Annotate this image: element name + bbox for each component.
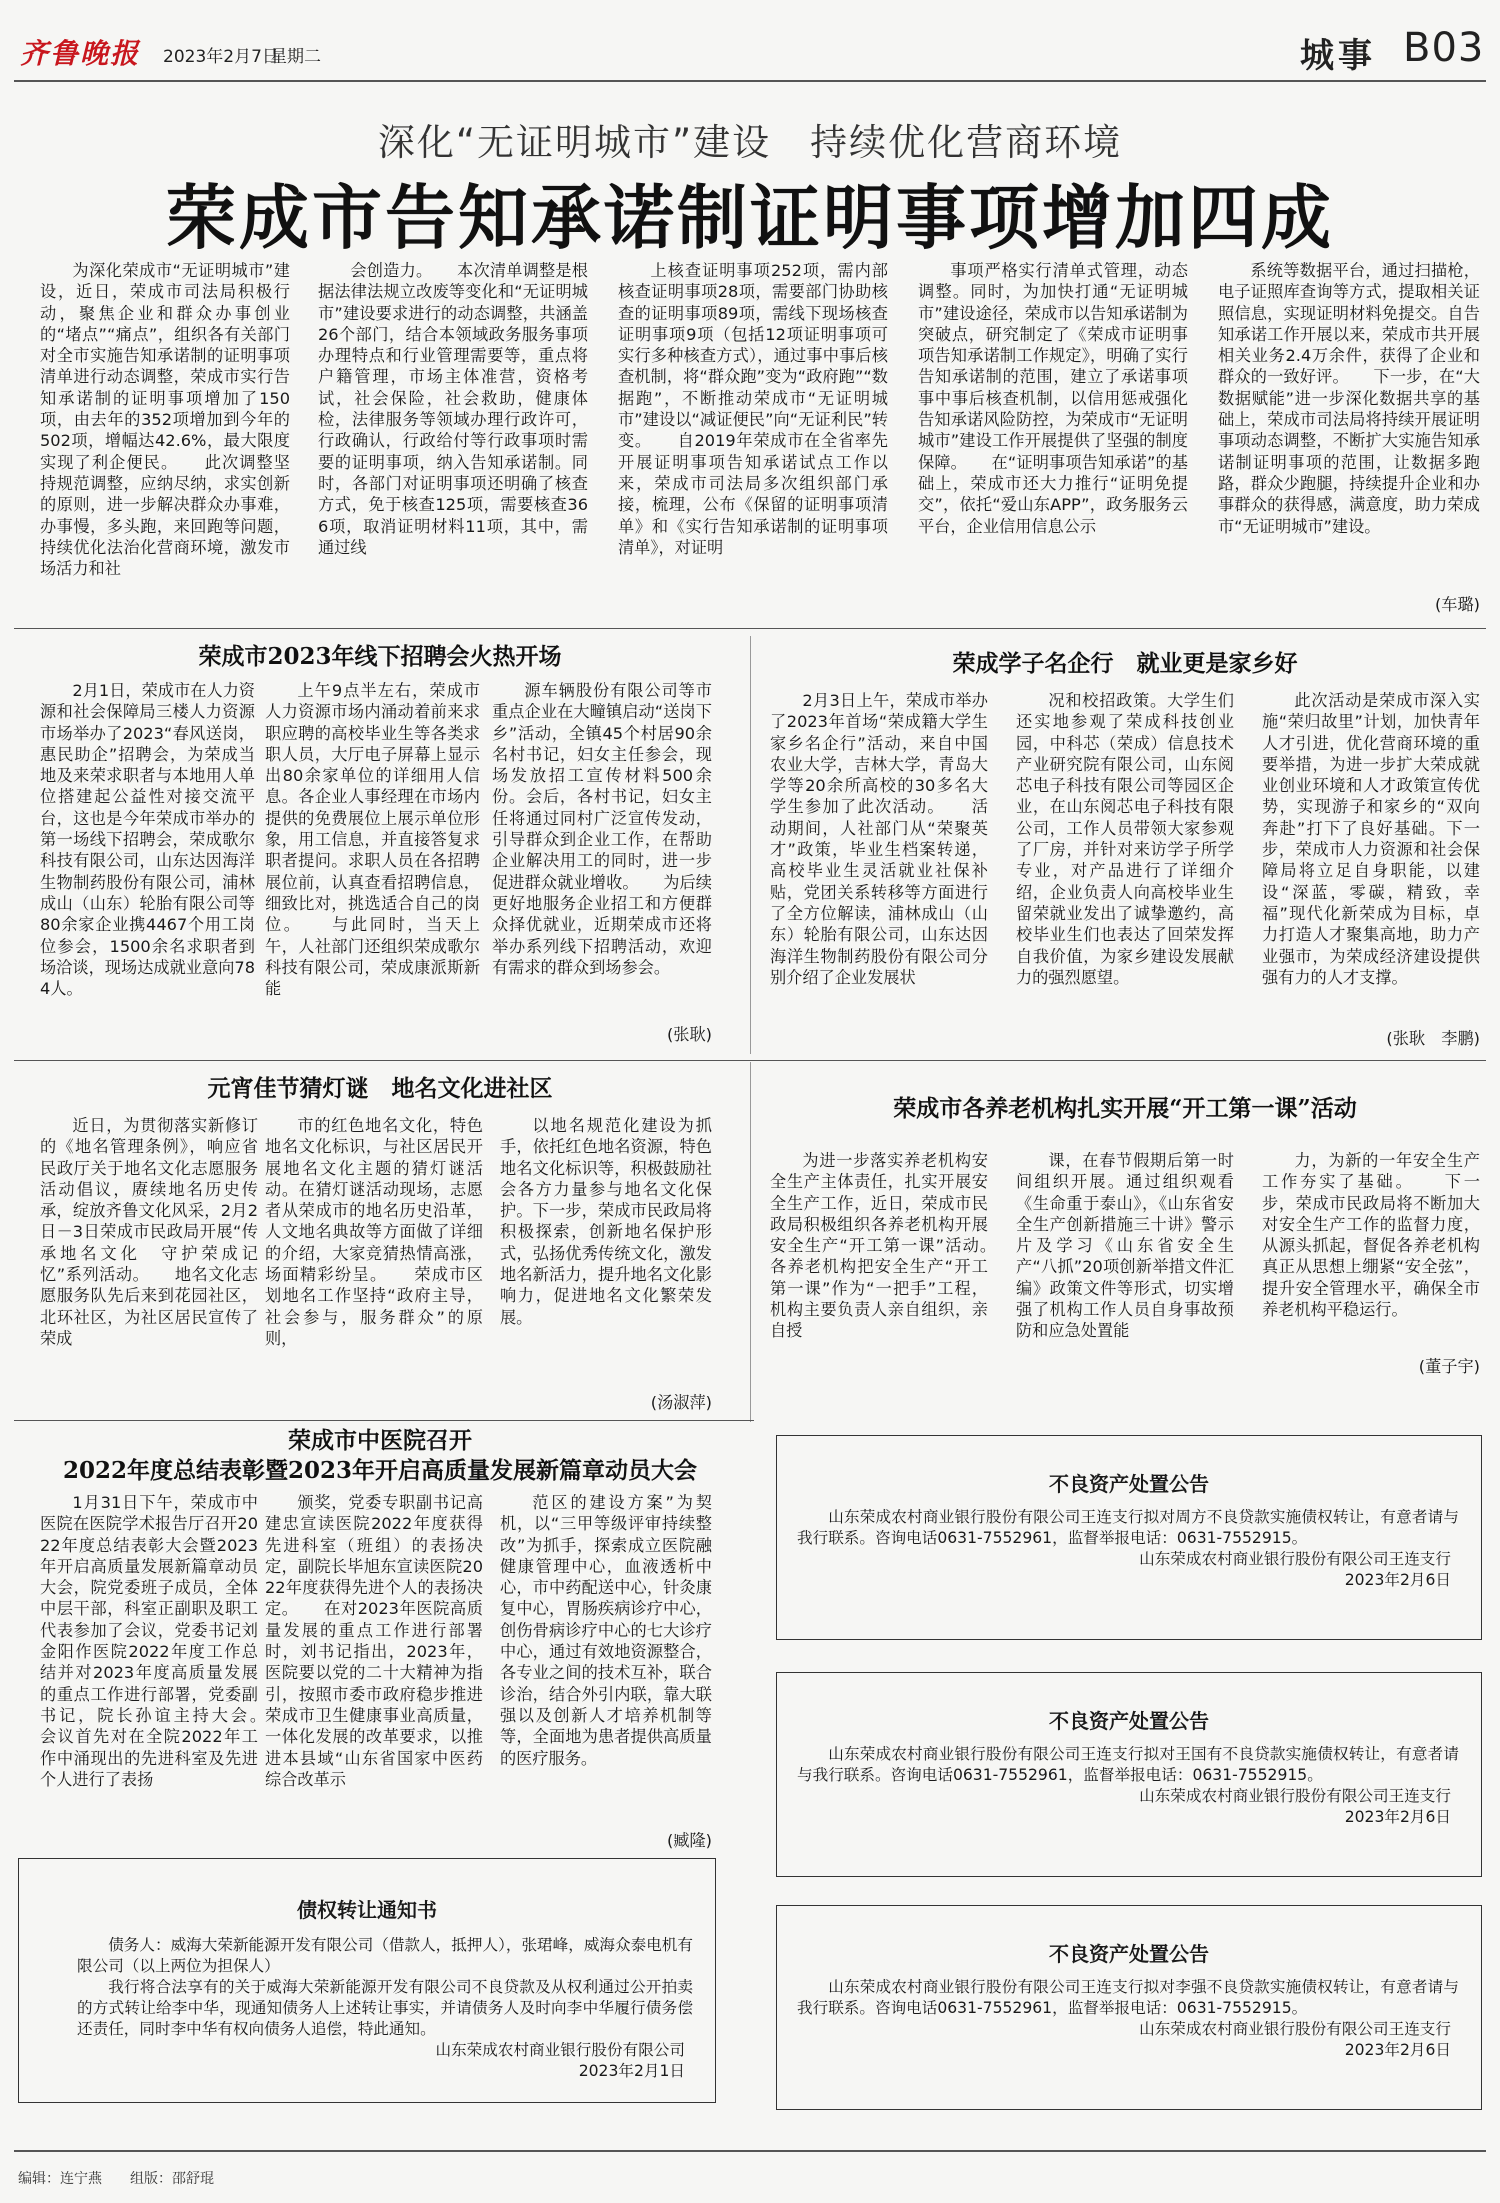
- elderly-column-2: 课，在春节假期后第一时间组织开展。通过组织观看《生命重于泰山》，《山东省安全生产创新措施三十讲》警示片及学习《山东省安全生产“八抓”20项创新举措文件汇编》政策文件等形式，切实增强了机构工作人员自身事故预防和应急处置能: [1016, 1151, 1234, 1341]
- notice-1-body: 山东荣成农村商业银行股份有限公司王连支行拟对周方不良贷款实施债权转让，有意者请与我行联系。咨询电话0631-7552961，监督举报电话：0631-7552915。: [797, 1508, 1459, 1547]
- issue-date: 2023年2月7日: [163, 47, 279, 67]
- job-fair-column-3: 源车辆股份有限公司等市重点企业在大疃镇启动“送岗下乡”活动，全镇45个村居90余名村书记，妇女主任参会，现场发放招工宣传材料500余份。会后，各村书记，妇女主任将通过同村广泛宣传发动，引导群众到企业工作，在帮助企业解决用工的同时，进一步促进群众就业增收。 为后续更好地服务企业招工和方便群众择优就业，近期荣成市还将举办系列线下招聘活动，欢迎有需求的群众到场参会。: [492, 681, 712, 977]
- section-name: 城事: [1300, 36, 1376, 76]
- lead-subtitle: 深化“无证明城市”建设 持续优化营商环境: [377, 121, 1123, 164]
- mid-rule-1: [14, 1060, 1486, 1061]
- hospital-column-3: 范区的建设方案”为契机，以“三甲等级评审持续整改”为抓手，探索成立医院融健康管理中心，血液透析中心，市中药配送中心，针灸康复中心，胃肠疾病诊疗中心，创伤骨病诊疗中心的七大诊疗中心，通过有效地资源整合，各专业之间的技术互补，联合诊治，结合外引内联，靠大联强以及创新人才培养机制等等，全面地为患者提供高质量的医疗服务。: [500, 1493, 712, 1768]
- debt-transfer-notice: [18, 1858, 716, 2103]
- job-fair-column-1: 2月1日，荣成市在人力资源和社会保障局三楼人力资源市场举办了2023“春风送岗，惠民助企”招聘会，为荣成当地及来荣求职者与本地用人单位搭建起公益性对接交流平台，这也是今年荣成市举办的第一场线下招聘会，荣成歌尔科技有限公司，山东达因海洋生物制药股份有限公司，浦林成山（山东）轮胎有限公司等80余家企业携4467个用工岗位参会，1500余名求职者到场洽谈，现场达成就业意向784人。: [40, 681, 255, 999]
- article-title-lantern: 元宵佳节猜灯谜 地名文化进社区: [207, 1075, 553, 1102]
- lead-column-5: 系统等数据平台，通过扫描枪，电子证照库查询等方式，提取相关证照信息，实现证明材料免提交。自告知承诺工作开展以来，荣成市共开展相关业务2.4万余件，获得了企业和群众的一致好评。 下一步，在“大数据赋能”进一步深化数据共享的基础上，荣成市司法局将持续开展证明事项动态调整，不断扩大实施告知承诺制证明事项的范围，让数据多跑路，群众少跑腿，持续提升企业和办事群众的获得感，满意度，助力荣成市“无证明城市”建设。: [1218, 261, 1480, 536]
- article-title-elderly: 荣成市各养老机构扎实开展“开工第一课”活动: [893, 1095, 1357, 1122]
- debt-notice-date: 2023年2月1日: [578, 2062, 685, 2080]
- article-title-hospital-1: 荣成市中医院召开: [288, 1427, 472, 1454]
- notice-3-title: 不良资产处置公告: [1049, 1942, 1209, 1966]
- hospital-column-2: 颁奖，党委专职副书记高建忠宣读医院2022年度获得先进科室（班组）的表扬决定，副院长毕旭东宣读医院2022年度获得先进个人的表扬决定。 在对2023年医院高质量发展的重点工作进行部署时，刘书记指出，2023年，医院要以党的二十大精神为指引，按照市委市政府稳步推进荣成市卫生健康事业高质量，一体化发展的改革要求，以推进本县域“山东省国家中医药综合改革示: [265, 1493, 483, 1789]
- hospital-column-1: 1月31日下午，荣成市中医院在医院学术报告厅召开2022年度总结表彰大会暨2023年开启高质量发展新篇章动员大会，院党委班子成员，全体中层干部，科室正副职及职工代表参加了会议，党委书记刘金阳作医院2022年度工作总结并对2023年度高质量发展的重点工作进行部署，党委副书记，院长孙谊主持大会。 会议首先对在全院2022年工作中涌现出的先进科室及先进个人进行了表扬: [40, 1493, 258, 1789]
- elderly-column-3: 力，为新的一年安全生产工作夯实了基础。 下一步，荣成市民政局将不断加大对安全生产工作的监督力度，从源头抓起，督促各养老机构真正从思想上绷紧“安全弦”，提升安全管理水平，确保全市养老机构平稳运行。: [1262, 1151, 1480, 1320]
- bad-asset-notice-2: [776, 1672, 1482, 1877]
- lead-column-4: 事项严格实行清单式管理，动态调整。同时，为加快打通“无证明城市”建设途径，荣成市以告知承诺制为突破点，研究制定了《荣成市证明事项告知承诺制工作规定》，明确了实行告知承诺制的范围，建立了承诺事项事中事后核查机制，以信用惩戒强化告知承诺风险防控，为荣成市“无证明城市”建设工作开展提供了坚强的制度保障。 在“证明事项告知承诺”的基础上，荣成市还大力推行“证明免提交”，依托“爱山东APP”，政务服务云平台，企业信用信息公示: [918, 261, 1188, 536]
- lantern-column-1: 近日，为贯彻落实新修订的《地名管理条例》，响应省民政厅关于地名文化志愿服务活动倡议，赓续地名历史传承，绽放齐鲁文化风采，2月2日－3日荣成市民政局开展“传承地名文化 守护荣成记忆”系列活动。 地名文化志愿服务队先后来到花园社区，北环社区，为社区居民宣传了荣成: [40, 1116, 258, 1348]
- mid-rule-2: [14, 1420, 754, 1421]
- page-number: B03: [1403, 25, 1485, 71]
- debt-notice-signer: 山东荣成农村商业银行股份有限公司: [435, 2041, 685, 2059]
- notice-1-title: 不良资产处置公告: [1049, 1472, 1209, 1496]
- notice-3-date: 2023年2月6日: [1344, 2041, 1451, 2059]
- hospital-byline: (臧隆): [666, 1831, 712, 1850]
- article-title-job-fair: 荣成市2023年线下招聘会火热开场: [198, 643, 562, 670]
- newspaper-logo: 齐鲁晚报: [20, 37, 141, 70]
- notice-3-signer: 山东荣成农村商业银行股份有限公司王连支行: [1139, 2020, 1451, 2038]
- notice-1-signer: 山东荣成农村商业银行股份有限公司王连支行: [1139, 1550, 1451, 1568]
- footer-layout: 组版：邵舒琨: [130, 2171, 214, 2187]
- elderly-byline: (董子宇): [1418, 1357, 1480, 1376]
- lead-bottom-rule: [14, 628, 1486, 629]
- center-divider-top: [750, 636, 751, 1054]
- lead-headline: 荣成市告知承诺制证明事项增加四成: [166, 176, 1334, 259]
- lantern-byline: (汤淑萍): [650, 1393, 712, 1412]
- lead-column-1: 为深化荣成市“无证明城市”建设，近日，荣成市司法局积极行动，聚焦企业和群众办事创业的“堵点”“痛点”，组织各有关部门对全市实施告知承诺制的证明事项清单进行动态调整，荣成市实行告知承诺制的证明事项增加了150项，由去年的352项增加到今年的502项，增幅达42.6%，最大限度实现了利企便民。 此次调整坚持规范调整，应纳尽纳，求实创新的原则，进一步解决群众办事难，办事慢，多头跑，来回跑等问题，持续优化法治化营商环境，激发市场活力和社: [40, 261, 290, 579]
- masthead-rule: [14, 80, 1486, 82]
- bad-asset-notice-1: [776, 1435, 1482, 1640]
- students-byline: (张耿 李鹏): [1386, 1029, 1480, 1048]
- notice-1-date: 2023年2月6日: [1344, 1571, 1451, 1589]
- lead-column-3: 上核查证明事项252项，需内部核查证明事项28项，需要部门协助核查的证明事项89项，需线下现场核查证明事项9项（包括12项证明事项可实行多种核查方式），通过事中事后核查机制，将“群众跑”变为“政府跑”“数据跑”，不断推动荣成市“无证明城市”建设以“减证便民”向“无证利民”转变。 自2019年荣成市在全省率先开展证明事项告知承诺试点工作以来，荣成市司法局多次组织部门承接，梳理，公布《保留的证明事项清单》和《实行告知承诺制的证明事项清单》，对证明: [618, 261, 888, 557]
- notice-2-body: 山东荣成农村商业银行股份有限公司王连支行拟对王国有不良贷款实施债权转让，有意者请与我行联系。咨询电话0631-7552961，监督举报电话：0631-7552915。: [797, 1745, 1459, 1784]
- notice-2-signer: 山东荣成农村商业银行股份有限公司王连支行: [1139, 1787, 1451, 1805]
- lead-column-2: 会创造力。 本次清单调整是根据法律法规立改废等变化和“无证明城市”建设要求进行的动态调整，共涵盖26个部门，结合本领域政务服务事项办理特点和行业管理需要等，重点将户籍管理，市场主体准营，资格考试，社会保险，社会救助，健康体检，法律服务等领域办理行政许可，行政确认，行政给付等行政事项时需要的证明事项，纳入告知承诺制。同时，各部门对证明事项还明确了核查方式，免于核查125项，需要核查366项，取消证明材料11项，其中，需通过线: [318, 261, 588, 557]
- notice-2-date: 2023年2月6日: [1344, 1808, 1451, 1826]
- bad-asset-notice-3: [776, 1905, 1482, 2110]
- elderly-column-1: 为进一步落实养老机构安全生产主体责任，扎实开展安全生产工作，近日，荣成市民政局积极组织各养老机构开展安全生产“开工第一课”活动。 各养老机构把安全生产“开工第一课”作为“一把手”工程，机构主要负责人亲自组织，亲自授: [770, 1151, 988, 1341]
- article-title-hospital-2: 2022年度总结表彰暨2023年开启高质量发展新篇章动员大会: [62, 1457, 698, 1484]
- job-fair-byline: (张耿): [666, 1025, 712, 1044]
- footer-rule: [14, 2150, 1486, 2152]
- debt-notice-title: 债权转让通知书: [297, 1898, 437, 1922]
- job-fair-column-2: 上午9点半左右，荣成市人力资源市场内涌动着前来求职应聘的高校毕业生等各类求职人员，大厅电子屏幕上显示出80余家单位的详细用人信息。各企业人事经理在市场内提供的免费展位上展示单位形象，用工信息，并直接答复求职者提问。求职人员在各招聘展位前，认真查看招聘信息，细致比对，挑选适合自己的岗位。 与此同时，当天上午，人社部门还组织荣成歌尔科技有限公司，荣成康派斯新能: [265, 681, 480, 999]
- footer-editor: 编辑：连宁燕: [18, 2171, 102, 2187]
- lead-byline: (车璐): [1434, 595, 1480, 614]
- center-divider-mid: [750, 1062, 751, 1422]
- students-column-3: 此次活动是荣成市深入实施“荣归故里”计划，加快青年人才引进，优化营商环境的重要举措，为进一步扩大荣成就业创业环境和人才政策宣传优势，实现游子和家乡的“双向奔赴”打下了良好基础。下一步，荣成市人力资源和社会保障局将立足自身职能，以建设“深蓝，零碳，精致，幸福”现代化新荣成为目标，卓力打造人才聚集高地，助力产业强市，为荣成经济建设提供强有力的人才支撑。: [1262, 691, 1480, 987]
- lantern-column-2: 市的红色地名文化，特色地名文化标识，与社区居民开展地名文化主题的猜灯谜活动。在猜灯谜活动现场，志愿者从荣成市的地名历史沿革，人文地名典故等方面做了详细的介绍，大家竞猜热情高涨，场面精彩纷呈。 荣成市区划地名工作坚持“政府主导，社会参与，服务群众”的原则，: [265, 1116, 483, 1348]
- students-column-1: 2月3日上午，荣成市举办了2023年首场“荣成籍大学生家乡名企行”活动，来自中国农业大学，吉林大学，青岛大学等20余所高校的30多名大学生参加了此次活动。 活动期间，人社部门从“荣聚英才”政策，毕业生档案转递，高校毕业生灵活就业社保补贴，党团关系转移等方面进行了全方位解读，浦林成山（山东）轮胎有限公司，山东达因海洋生物制药股份有限公司分别介绍了企业发展状: [770, 691, 988, 987]
- article-title-students: 荣成学子名企行 就业更是家乡好: [952, 650, 1298, 677]
- notice-2-title: 不良资产处置公告: [1049, 1709, 1209, 1733]
- notice-3-body: 山东荣成农村商业银行股份有限公司王连支行拟对李强不良贷款实施债权转让，有意者请与我行联系。咨询电话0631-7552961，监督举报电话：0631-7552915。: [797, 1978, 1459, 2017]
- lantern-column-3: 以地名规范化建设为抓手，依托红色地名资源，特色地名文化标识等，积极鼓励社会各方力量参与地名文化保护。下一步，荣成市民政局将积极探索，创新地名保护形式，弘扬优秀传统文化，激发地名新活力，提升地名文化影响力，促进地名文化繁荣发展。: [500, 1116, 712, 1327]
- debt-notice-body: 债务人：威海大荣新能源开发有限公司（借款人，抵押人），张珺峰，威海众泰电机有限公司（以上两位为担保人） 我行将合法享有的关于威海大荣新能源开发有限公司不良贷款及从权利通过公开拍卖的方式转让给李中华，现通知债务人上述转让事实，并请债务人及时向李中华履行债务偿还责任，同时李中华有权向债务人追偿，特此通知。: [77, 1936, 693, 2038]
- students-column-2: 况和校招政策。大学生们还实地参观了荣成科技创业园，中科芯（荣成）信息技术产业研究院有限公司，山东阅芯电子科技有限公司等园区企业，在山东阅芯电子科技有限公司，工作人员带领大家参观了厂房，并针对来访学子所学专业，对产品进行了详细介绍，企业负责人向高校毕业生留荣就业发出了诚挚邀约，高校毕业生们也表达了回荣发挥自我价值，为家乡建设发展献力的强烈愿望。: [1016, 691, 1234, 987]
- issue-weekday: 星期二: [270, 47, 321, 67]
